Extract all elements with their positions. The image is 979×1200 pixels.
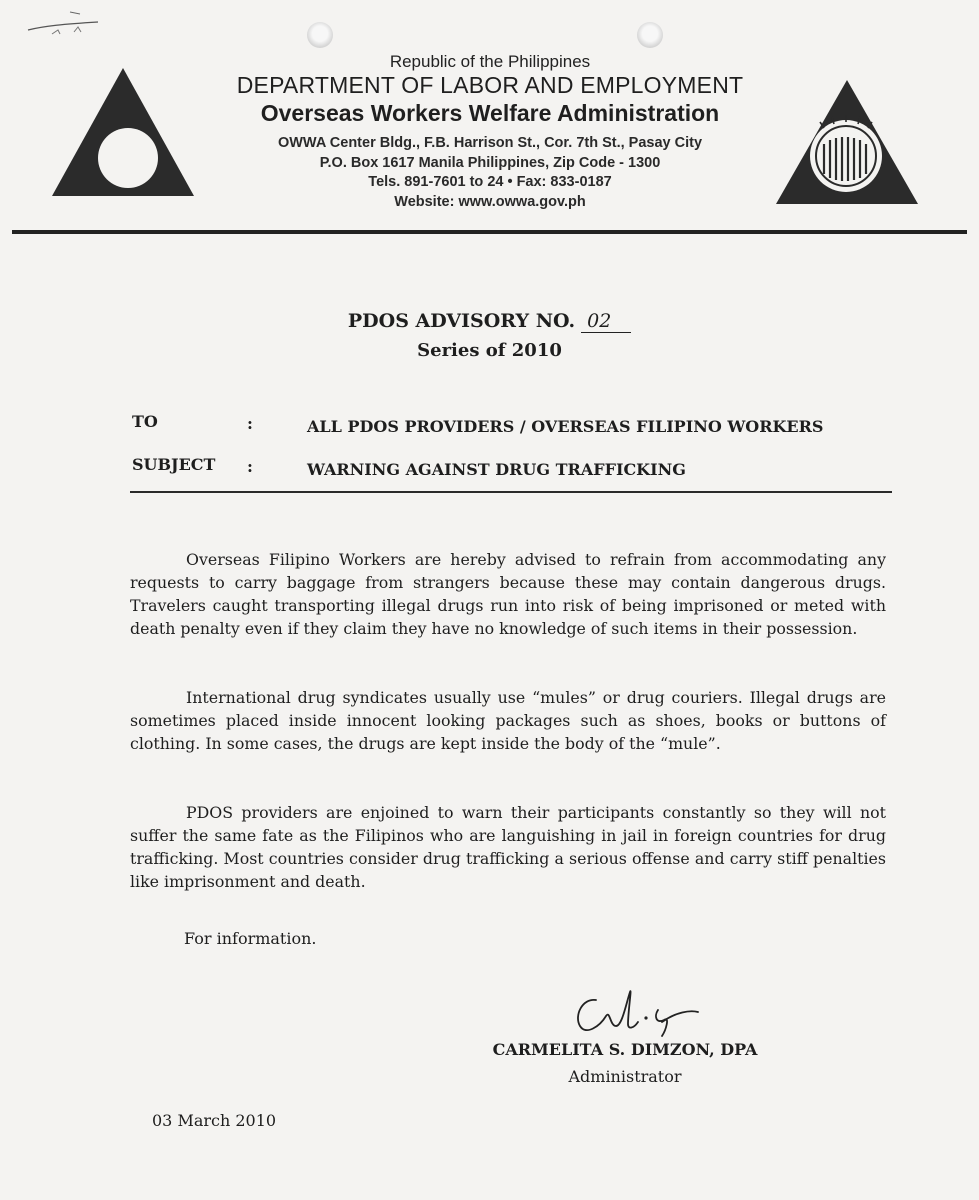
handwritten-signature-icon [566,982,706,1040]
document-date: 03 March 2010 [152,1111,277,1130]
letterhead-address-line2: P.O. Box 1617 Manila Philippines, Zip Code - 1300 [319,154,661,171]
punch-hole-left [307,22,333,48]
memo-subject-label: SUBJECT [132,455,216,474]
advisory-series: Series of 2010 [417,340,562,361]
letterhead-agency: Overseas Workers Welfare Administration [260,100,720,126]
signatory-name: CARMELITA S. DIMZON, DPA [492,1040,758,1059]
letterhead-republic: Republic of the Philippines [389,52,591,71]
pen-scribble-icon [24,8,104,38]
signatory-title: Administrator [568,1067,682,1086]
advisory-number: 02 [581,310,631,333]
advisory-title-text: PDOS ADVISORY NO. [347,310,576,332]
memo-to-value: ALL PDOS PROVIDERS / OVERSEAS FILIPINO WORKERS [307,417,824,436]
body-paragraph-1: Overseas Filipino Workers are hereby advised to refrain from accommodating any requests to carry baggage from strangers because these may contain dangerous drugs. Travelers caught transporting illegal drugs run into risk of being imprisoned or meted with death penalty even if they claim they have no knowledge of such items in their possession. [130,550,886,638]
letterhead [220,50,760,212]
memo-to-label: TO [132,412,158,431]
body-paragraph-3: PDOS providers are enjoined to warn their participants constantly so they will not suffer the same fate as the Filipinos who are languishing in jail in foreign countries for drug trafficking. Most countries consider drug trafficking a serious offense and carry stiff penalties like imprisonment and death. [130,803,886,891]
punch-hole-right [637,22,663,48]
body-paragraph-2: International drug syndicates usually use “mules” or drug couriers. Illegal drugs are sometimes placed inside innocent looking packages such as shoes, books or buttons of clothing. In some cases, the drugs are kept inside the body of the “mule”. [130,688,886,753]
advisory-title [0,310,979,333]
dole-triangle-logo-icon [50,66,196,198]
memo-subject-value: WARNING AGAINST DRUG TRAFFICKING [307,460,686,479]
memo-divider [130,491,892,493]
owwa-triangle-seal-icon [774,78,920,206]
header-divider [12,230,967,234]
letterhead-phone-line: Tels. 891-7601 to 24 • Fax: 833-0187 [368,174,612,190]
closing-line: For information. [184,929,317,948]
letterhead-department: DEPARTMENT OF LABOR AND EMPLOYMENT [236,72,744,98]
memo-to-colon: : [247,414,253,433]
letterhead-website-line: Website: www.owwa.gov.ph [394,193,586,210]
memo-subject-colon: : [247,457,253,476]
letterhead-address-line1: OWWA Center Bldg., F.B. Harrison St., Cor. 7th St., Pasay City [277,135,703,151]
